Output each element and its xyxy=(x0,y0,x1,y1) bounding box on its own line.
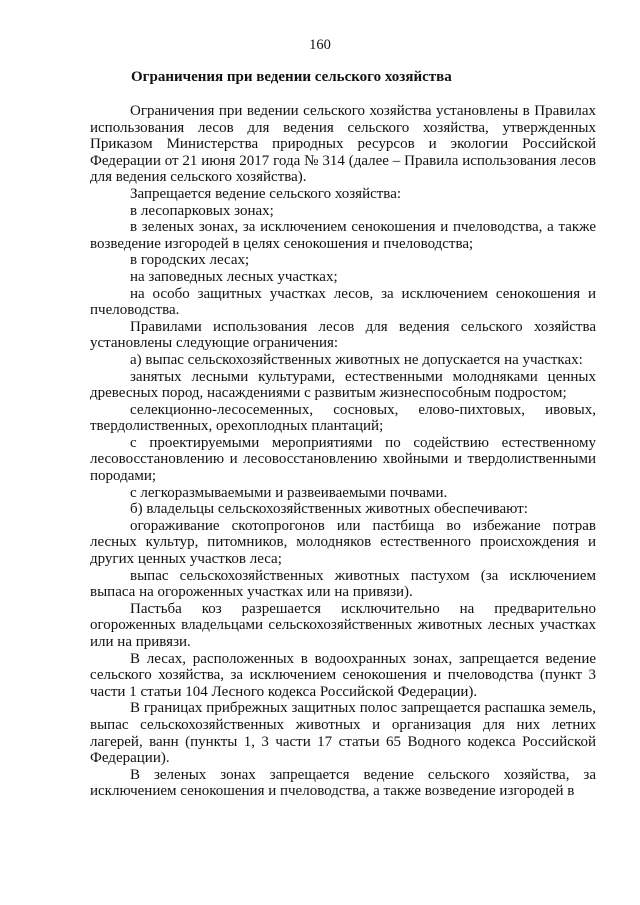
paragraph: В лесах, расположенных в водоохранных зонах, запрещается ведение сельского хозяйства, за исключением сенокошения и пчеловодства (пункт 3 части 1 статьи 104 Лесного кодекса Российской Федерации). xyxy=(90,650,596,700)
paragraph: Запрещается ведение сельского хозяйства: xyxy=(130,185,402,202)
paragraph: селекционно-лесосеменных, сосновых, елово-пихтовых, ивовых, твердолиственных, орехоплодных плантаций; xyxy=(90,401,596,435)
paragraph: а) выпас сельскохозяйственных животных не допускается на участках: xyxy=(130,351,583,368)
paragraph: в зеленых зонах, за исключением сенокошения и пчеловодства, а также возведение изгородей в целях сенокошения и пчеловодства; xyxy=(90,219,596,252)
paragraph: Ограничения при ведении сельского хозяйства установлены в Правилах использования лесов для ведения сельского хозяйства, утвержденных Приказом Министерства природных ресурсов и экологии Российской Федерации от 21 июня 2017 года № 314 (далее – Правила использования лесов для ведения сельского хозяйства). xyxy=(90,103,596,186)
paragraph: Правилами использования лесов для ведения сельского хозяйства установлены следующие ограничения: xyxy=(90,318,596,352)
section-heading: Ограничения при ведении сельского хозяйства xyxy=(131,69,452,85)
paragraph: на заповедных лесных участках; xyxy=(130,268,338,285)
body-text xyxy=(90,103,596,800)
paragraph: В зеленых зонах запрещается ведение сельского хозяйства, за исключением сенокошения и пчеловодства, а также возведение изгородей в xyxy=(90,766,596,800)
paragraph: Пастьба коз разрешается исключительно на предварительно огороженных владельцами сельскохозяйственных животных лесных участках или на привязи. xyxy=(90,600,596,650)
paragraph: выпас сельскохозяйственных животных пастухом (за исключением выпаса на огороженных участках или на привязи). xyxy=(90,567,596,601)
paragraph: в городских лесах; xyxy=(130,252,250,269)
paragraph: с легкоразмываемыми и развеиваемыми почвами. xyxy=(130,484,448,501)
paragraph: б) владельцы сельскохозяйственных животных обеспечивают: xyxy=(130,501,528,518)
paragraph: в лесопарковых зонах; xyxy=(130,202,274,219)
paragraph: на особо защитных участках лесов, за исключением сенокошения и пчеловодства. xyxy=(90,285,596,319)
paragraph: занятых лесными культурами, естественными молодняками ценных древесных пород, насаждениями с развитым жизнеспособным подростом; xyxy=(90,368,596,402)
paragraph: огораживание скотопрогонов или пастбища во избежание потрав лесных культур, питомников, молодняков естественного происхождения и других ценных участков леса; xyxy=(90,517,596,568)
paragraph: с проектируемыми мероприятиями по содействию естественному лесовосстановлению и лесовосстановлению хвойными и твердолиственными породами; xyxy=(90,434,596,485)
page-number: 160 xyxy=(309,37,331,53)
paragraph: В границах прибрежных защитных полос запрещается распашка земель, выпас сельскохозяйственных животных и организация для них летних лагерей, ванн (пункты 1, 3 части 17 статьи 65 Водного кодекса Российской Федерации). xyxy=(90,700,596,767)
